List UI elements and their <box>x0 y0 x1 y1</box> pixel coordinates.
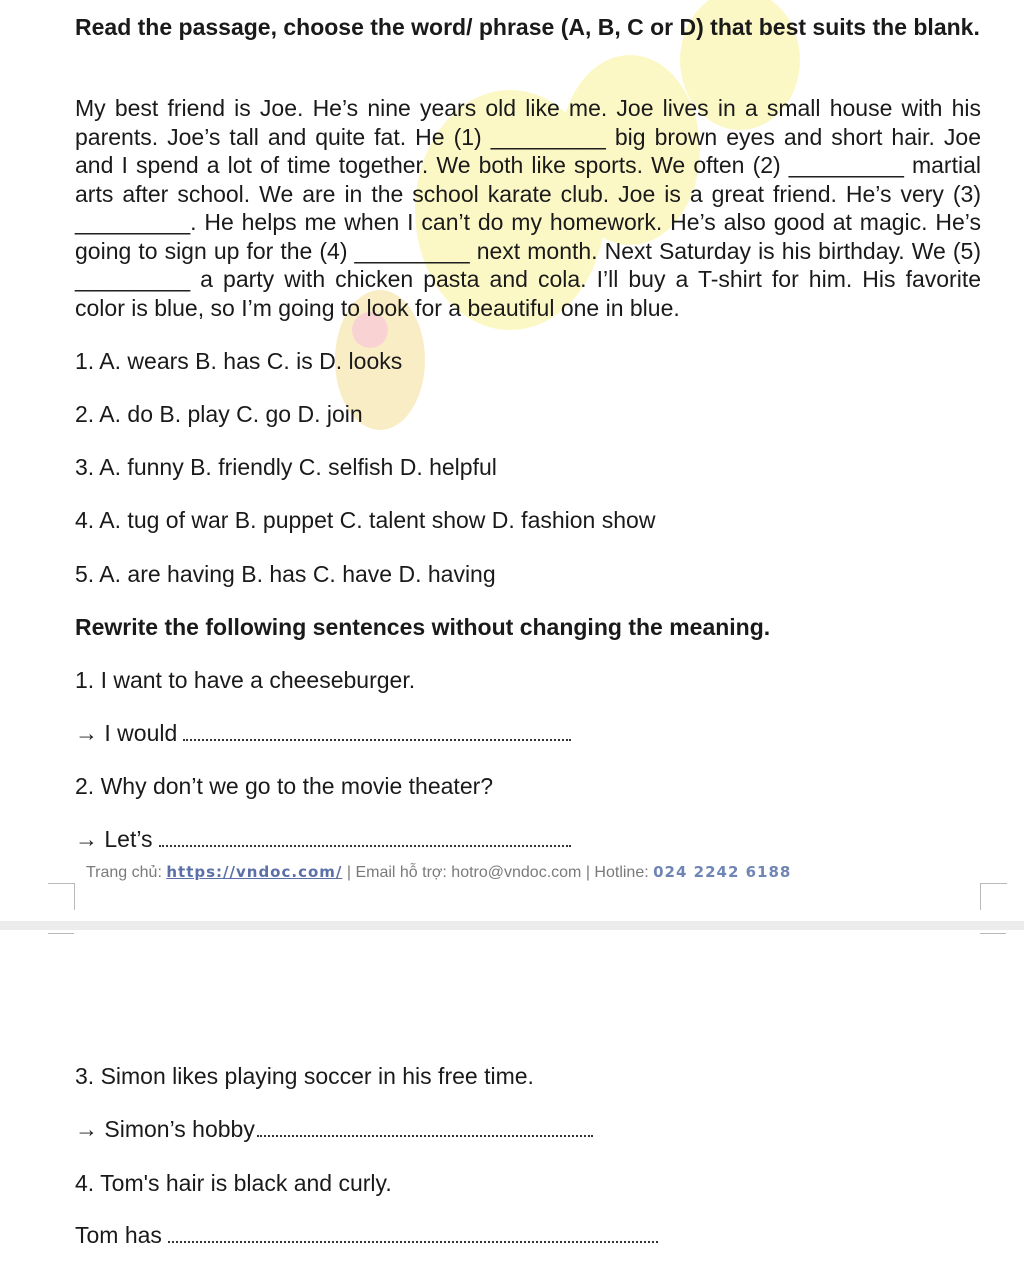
rewrite-sentence-2: 2. Why don’t we go to the movie theater? <box>75 773 494 799</box>
answer-blank-1[interactable] <box>183 721 571 741</box>
page-corner-mark <box>48 930 74 934</box>
question-5: 5. A. are having B. has C. have D. having <box>75 561 496 587</box>
rewrite-answer-1 <box>75 719 571 747</box>
rewrite-answer-4 <box>75 1221 658 1249</box>
question-4: 4. A. tug of war B. puppet C. talent show D. fashion show <box>75 507 656 533</box>
rewrite-answer-3 <box>75 1115 593 1143</box>
footer-hotline: 024 2242 6188 <box>653 863 792 881</box>
question-2: 2. A. do B. play C. go D. join <box>75 401 363 427</box>
footer-website-link[interactable]: https://vndoc.com/ <box>166 863 343 881</box>
rewrite-heading: Rewrite the following sentences without changing the meaning. <box>75 614 771 640</box>
answer-blank-2[interactable] <box>159 827 571 847</box>
page-corner-mark <box>980 883 1007 910</box>
rewrite-prompt-3: → Simon’s hobby <box>75 1116 255 1142</box>
rewrite-sentence-1: 1. I want to have a cheeseburger. <box>75 667 416 693</box>
question-3: 3. A. funny B. friendly C. selfish D. helpful <box>75 454 497 480</box>
page-corner-mark <box>980 930 1006 934</box>
page-footer <box>86 863 791 882</box>
footer-prefix: Trang chủ: <box>86 864 167 881</box>
rewrite-sentence-4: 4. Tom's hair is black and curly. <box>75 1170 392 1196</box>
rewrite-prompt-4: Tom has <box>75 1222 162 1248</box>
page-break <box>0 921 1024 930</box>
rewrite-prompt-1: → I would <box>75 720 178 746</box>
footer-contact: | Email hỗ trợ: hotro@vndoc.com | Hotline: <box>342 864 654 881</box>
page-corner-mark <box>48 883 75 910</box>
instruction-heading: Read the passage, choose the word/ phrase (A, B, C or D) that best suits the blank. <box>75 14 980 40</box>
rewrite-sentence-3: 3. Simon likes playing soccer in his free time. <box>75 1063 534 1089</box>
question-1: 1. A. wears B. has C. is D. looks <box>75 348 403 374</box>
answer-blank-3[interactable] <box>257 1117 593 1137</box>
rewrite-answer-2 <box>75 825 571 853</box>
answer-blank-4[interactable] <box>168 1223 658 1243</box>
reading-passage: My best friend is Joe. He’s nine years old like me. Joe lives in a small house with his parents. Joe’s tall and quite fat. He (1) _________ big brown eyes and short hair. Joe and I spend a lot of time together. We both like sports. We often (2) _________ martial arts after school. We are in the school karate club. Joe is a great friend. He’s very (3) _________. He helps me when I can’t do my homework. He’s also good at magic. He’s going to sign up for the (4) _________ next month. Next Saturday is his birthday. We (5) _________ a party with chicken pasta and cola. I’ll buy a T-shirt for him. His favorite color is blue, so I’m going to look for a beautiful one in blue. <box>75 95 981 321</box>
rewrite-prompt-2: → Let’s <box>75 826 153 852</box>
